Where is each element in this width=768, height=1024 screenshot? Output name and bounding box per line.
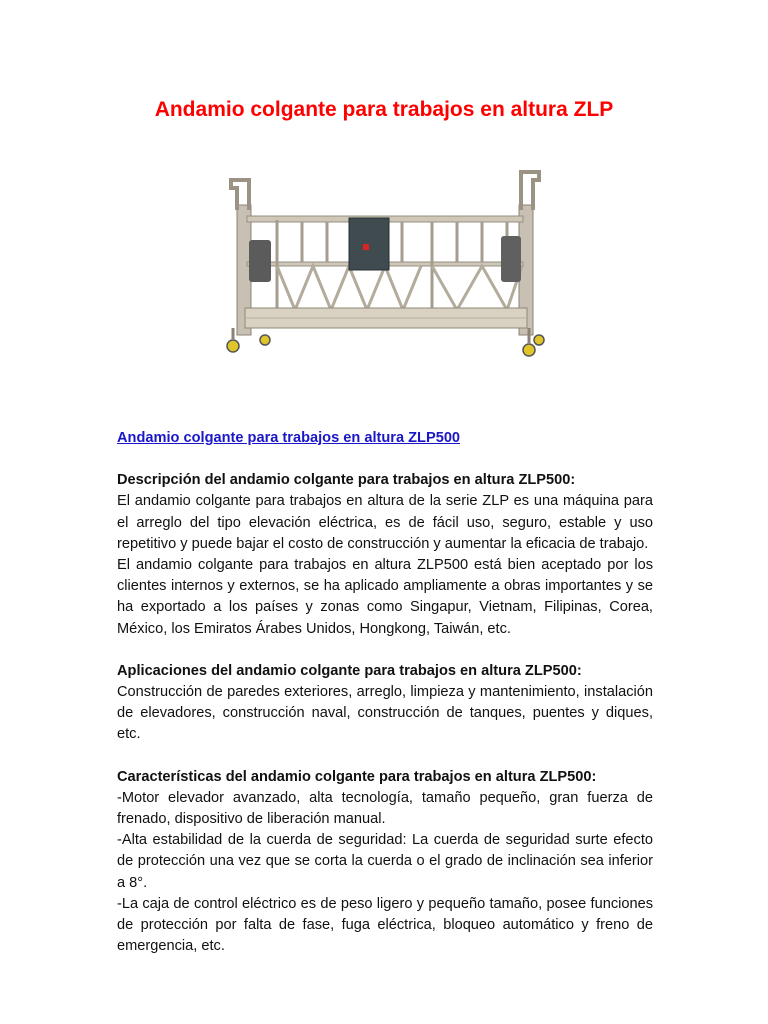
features-heading: Características del andamio colgante para trabajos en altura ZLP500: (117, 768, 597, 785)
description-section (117, 470, 653, 640)
feature-item: -La caja de control eléctrico es de peso ligero y pequeño tamaño, posee funciones de protección por falta de fase, fuga eléctrica, bloqueo automático y freno de emergencia, etc. (117, 895, 653, 955)
applications-section (117, 661, 653, 746)
applications-heading: Aplicaciones del andamio colgante para trabajos en altura ZLP500: (117, 662, 582, 679)
page-title: Andamio colgante para trabajos en altura ZLP (154, 98, 614, 121)
feature-item: -Motor elevador avanzado, alta tecnología, tamaño pequeño, gran fuerza de frenado, dispositivo de liberación manual. (117, 789, 653, 828)
description-heading: Descripción del andamio colgante para trabajos en altura ZLP500: (117, 472, 576, 489)
description-paragraph: El andamio colgante para trabajos en altura de la serie ZLP es una máquina para el arreglo del tipo elevación eléctrica, es de fácil uso, seguro, estable y uso repetitivo y puede bajar el costo de construcción y aumentar la eficacia de trabajo. (117, 493, 653, 552)
features-section (117, 767, 653, 958)
feature-item: -Alta estabilidad de la cuerda de seguridad: La cuerda de seguridad surte efecto de protección una vez que se corta la cuerda o el grado de inclinación sea inferior a 8°. (117, 832, 653, 891)
applications-paragraph: Construcción de paredes exteriores, arreglo, limpieza y mantenimiento, instalación de elevadores, construcción naval, construcción de tanques, puentes y diques, etc. (117, 684, 653, 743)
scaffold-platform-image (217, 150, 553, 382)
description-paragraph: El andamio colgante para trabajos en altura ZLP500 está bien aceptado por los clientes internos y externos, se ha aplicado ampliamente a obras importantes y se ha exportado a los países y zonas como Singapur, Vietnam, Filipinas, Corea, México, los Emiratos Árabes Unidos, Hongkong, Taiwán, etc. (117, 557, 653, 637)
scaffold-illustration (217, 150, 553, 382)
article-body (117, 428, 653, 957)
product-link[interactable]: Andamio colgante para trabajos en altura ZLP500 (117, 430, 461, 446)
